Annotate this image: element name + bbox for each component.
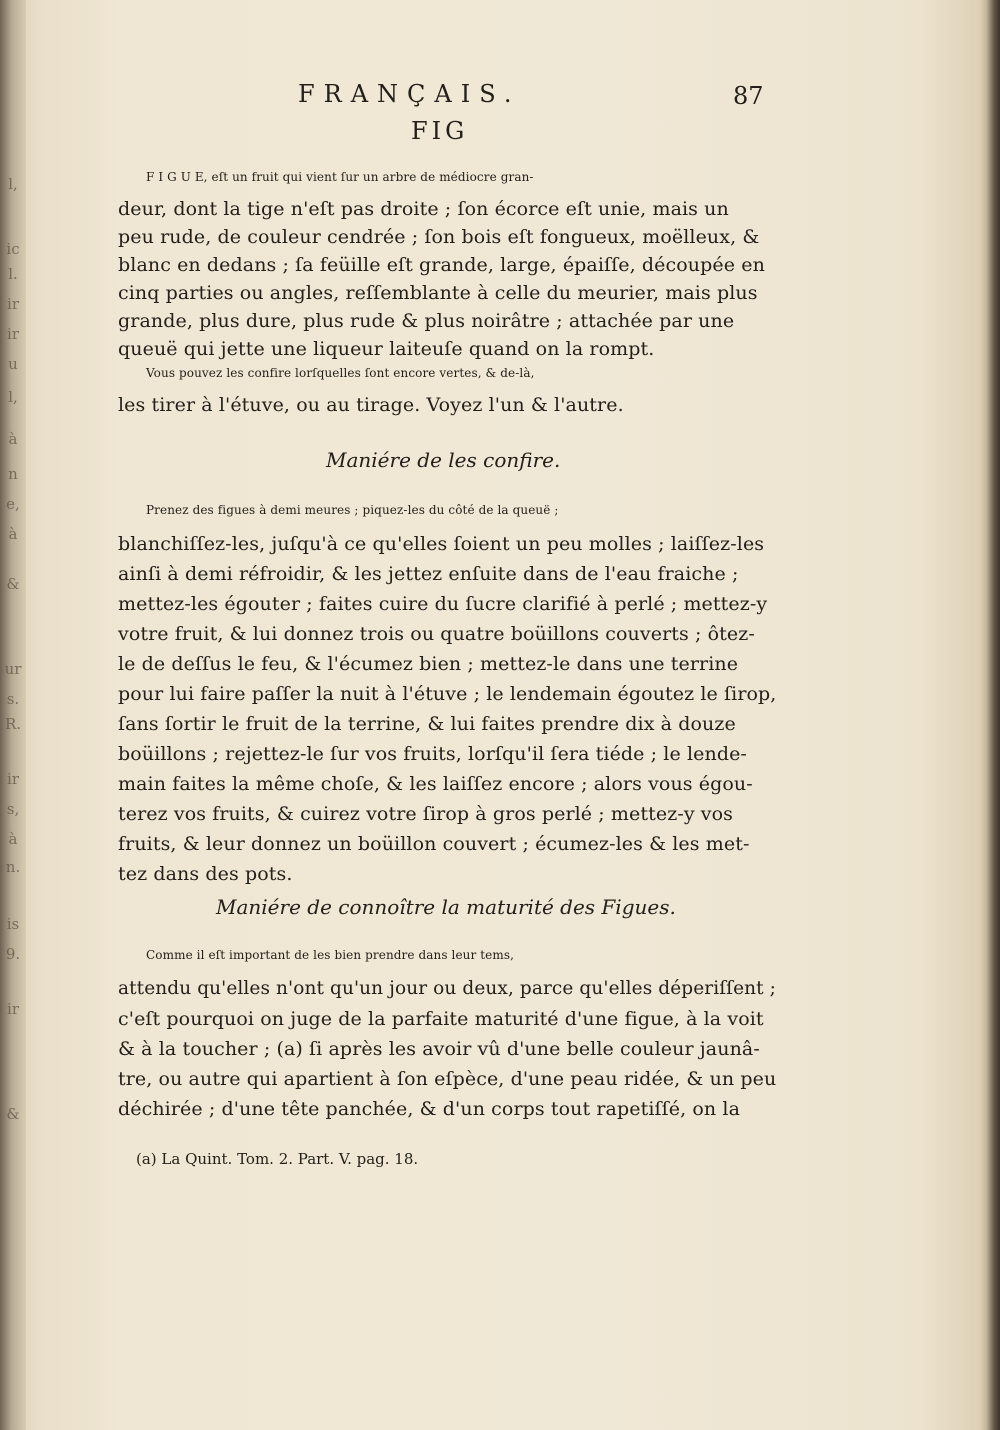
text-line: terez vos fruits, & cuirez votre ſirop à gros perlé ; mettez-y vos (118, 803, 734, 825)
section-heading: Maniére de les confire. (326, 448, 561, 472)
text-line: F I G U E, eſt un fruit qui vient ſur un arbre de médiocre gran- (146, 170, 534, 184)
page-number: 87 (733, 82, 764, 110)
margin-fragment: u (8, 355, 18, 373)
margin-fragment: à (8, 430, 18, 448)
text-line: cinq parties ou angles, reſſemblante à celle du meurier, mais plus (118, 282, 758, 304)
margin-fragment: e, (6, 495, 20, 513)
margin-fragment: s, (6, 800, 20, 818)
text-line: blanc en dedans ; ſa feüille eſt grande, large, épaiſſe, découpée en (118, 254, 765, 276)
margin-fragment: 9. (5, 945, 21, 963)
text-line: Vous pouvez les confire lorſquelles ſont encore vertes, & de-là, (146, 366, 535, 380)
margin-fragment: l. (8, 265, 18, 283)
text-line: ſans ſortir le fruit de la terrine, & lui faites prendre dix à douze (118, 713, 736, 735)
margin-fragment: à (8, 525, 18, 543)
margin-fragment: is (6, 915, 20, 933)
text-line: votre fruit, & lui donnez trois ou quatre boüillons couverts ; ôtez- (118, 623, 755, 645)
margin-fragment: ir (7, 325, 19, 343)
text-line: pour lui faire paſſer la nuit à l'étuve ; le lendemain égoutez le ſirop, (118, 683, 777, 705)
text-line: boüillons ; rejettez-le ſur vos fruits, lorſqu'il ſera tiéde ; le lende- (118, 743, 747, 765)
text-line: fruits, & leur donnez un boüillon couvert ; écumez-les & les met- (118, 833, 750, 855)
margin-fragment: n (8, 465, 18, 483)
margin-fragment: R. (4, 715, 22, 733)
text-line: mettez-les égouter ; faites cuire du ſucre clarifié à perlé ; mettez-y (118, 593, 768, 615)
text-line: & à la toucher ; (a) ſi après les avoir vû d'une belle couleur jaunâ- (118, 1038, 760, 1060)
margin-fragment: n. (5, 858, 21, 876)
text-line: le de deſſus le feu, & l'écumez bien ; mettez-le dans une terrine (118, 653, 739, 675)
section-heading: Maniére de connoître la maturité des Figues. (216, 895, 676, 919)
margin-fragment: l, (8, 388, 18, 406)
text-line: attendu qu'elles n'ont qu'un jour ou deux, parce qu'elles déperiſſent ; (118, 978, 777, 999)
text-line: tre, ou autre qui apartient à ſon eſpèce, d'une peau ridée, & un peu (118, 1068, 777, 1090)
text-line: grande, plus dure, plus rude & plus noirâtre ; attachée par une (118, 310, 735, 332)
section-letters: FIG (411, 117, 469, 145)
margin-fragment: & (6, 575, 20, 593)
page-gutter-shadow (986, 0, 1000, 1430)
margin-fragment: l, (8, 175, 18, 193)
margin-fragment: ir (7, 770, 19, 788)
text-line: les tirer à l'étuve, ou au tirage. Voyez l'un & l'autre. (118, 394, 624, 416)
text-line: déchirée ; d'une tête panchée, & d'un corps tout rapetiſſé, on la (118, 1098, 741, 1120)
text-line: deur, dont la tige n'eſt pas droite ; ſon écorce eſt unie, mais un (118, 198, 729, 220)
text-line: peu rude, de couleur cendrée ; ſon bois eſt fongueux, moëlleux, & (118, 226, 760, 248)
text-line: queuë qui jette une liqueur laiteuſe quand on la rompt. (118, 338, 655, 360)
margin-fragment: ic (6, 240, 20, 258)
margin-fragment: & (6, 1105, 20, 1123)
text-line: Prenez des figues à demi meures ; piquez-les du côté de la queuë ; (146, 503, 559, 517)
margin-fragment: ur (4, 660, 22, 678)
margin-fragment: à (8, 830, 18, 848)
text-line: tez dans des pots. (118, 863, 293, 885)
margin-fragment: s. (6, 690, 20, 708)
running-head: FRANÇAIS. (298, 80, 521, 108)
text-line: ainſi à demi réfroidir, & les jettez enſuite dans de l'eau fraiche ; (118, 563, 739, 585)
footnote: (a) La Quint. Tom. 2. Part. V. pag. 18. (136, 1150, 419, 1168)
margin-fragment: ir (7, 1000, 19, 1018)
text-line: Comme il eſt important de les bien prendre dans leur tems, (146, 948, 515, 962)
text-line: c'eſt pourquoi on juge de la parfaite maturité d'une figue, à la voit (118, 1008, 764, 1030)
margin-fragment: ir (7, 295, 19, 313)
text-line: main faites la même choſe, & les laiſſez encore ; alors vous égou- (118, 773, 753, 795)
text-line: blanchiſſez-les, juſqu'à ce qu'elles ſoient un peu molles ; laiſſez-les (118, 533, 765, 555)
